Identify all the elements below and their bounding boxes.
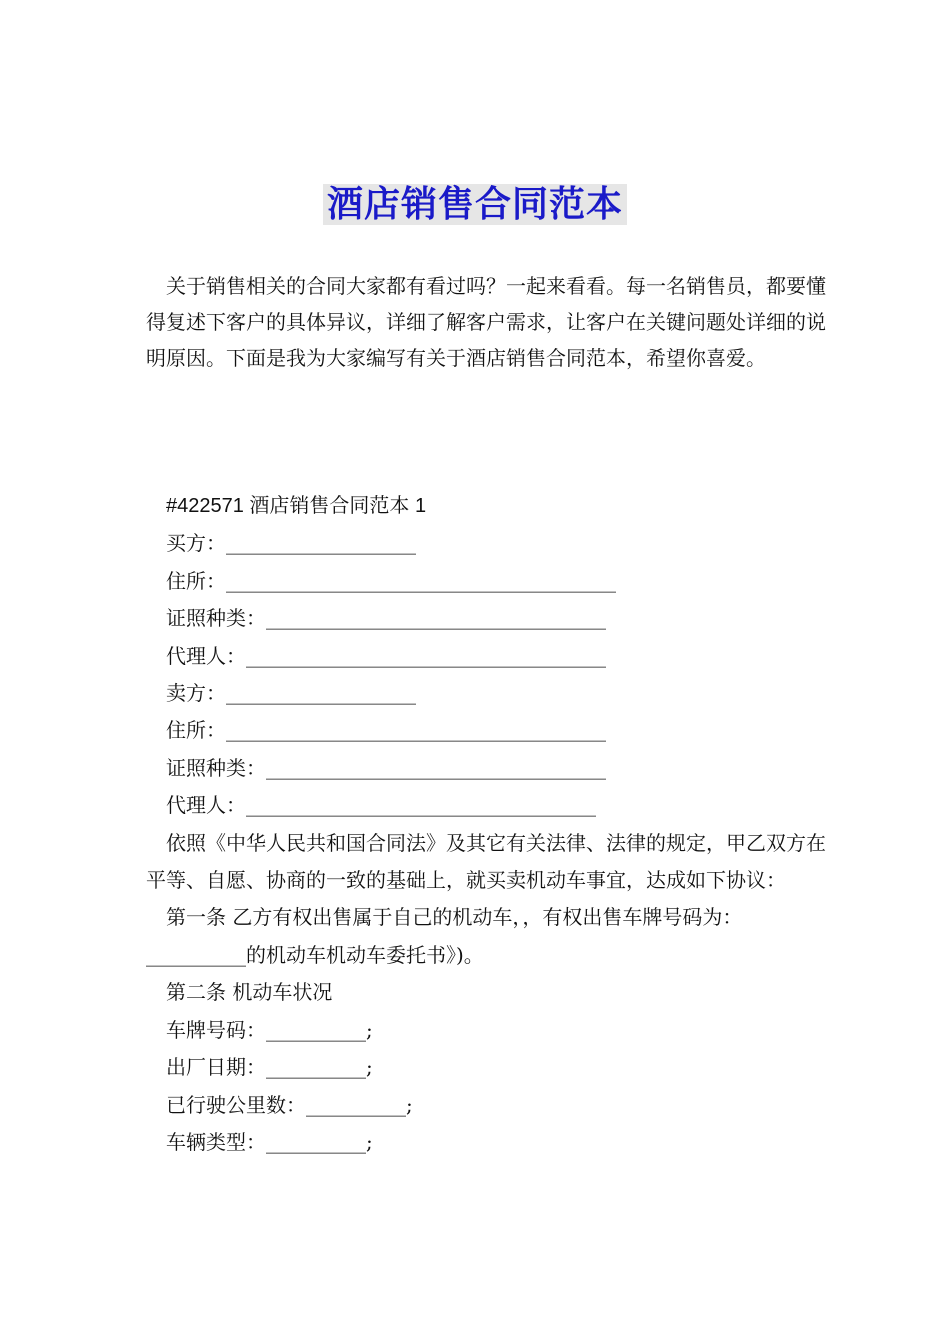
buyer-field: 买方：___________________: [166, 531, 416, 556]
buyer-id-type-field: 证照种类：__________________________________: [166, 606, 606, 631]
seller-id-type-field: 证照种类：__________________________________: [166, 755, 606, 780]
buyer-address-field: 住所：_______________________________________: [166, 568, 616, 593]
seller-field: 卖方：___________________: [166, 681, 416, 706]
contract-body: [146, 488, 836, 1161]
mileage-field: 已行驶公里数：__________;: [166, 1092, 413, 1117]
document-title-wrapper: [0, 176, 950, 227]
plate-number-field: 车牌号码：__________;: [166, 1017, 373, 1042]
buyer-agent-field: 代理人：____________________________________: [166, 643, 606, 668]
basis-paragraph: 依照《中华人民共和国合同法》及其它有关法律、法律的规定，甲乙双方在平等、自愿、协商的一致的基础上，就买卖机动车事宜，达成如下协议：: [146, 830, 826, 893]
vehicle-type-field: 车辆类型：__________;: [166, 1129, 373, 1154]
article-1: 第一条 乙方有权出售属于自己的机动车，，有权出售车牌号码为：__________的机动车机动车委托书》)。: [146, 905, 743, 967]
contract-heading: #422571 酒店销售合同范本 1: [166, 495, 427, 517]
intro-paragraph: 关于销售相关的合同大家都有看过吗？一起来看看。每一名销售员，都要懂得复述下客户的具体异议，详细了解客户需求，让客户在关键问题处详细的说明原因。下面是我为大家编写有关于酒店销售合同范本，希望你喜爱。: [146, 274, 826, 370]
seller-address-field: 住所：______________________________________: [166, 718, 606, 743]
factory-date-field: 出厂日期：__________;: [166, 1055, 373, 1080]
document-title: 酒店销售合同范本: [323, 184, 627, 225]
seller-agent-field: 代理人：___________________________________: [166, 793, 596, 818]
article-2: 第二条 机动车状况: [166, 980, 333, 1005]
